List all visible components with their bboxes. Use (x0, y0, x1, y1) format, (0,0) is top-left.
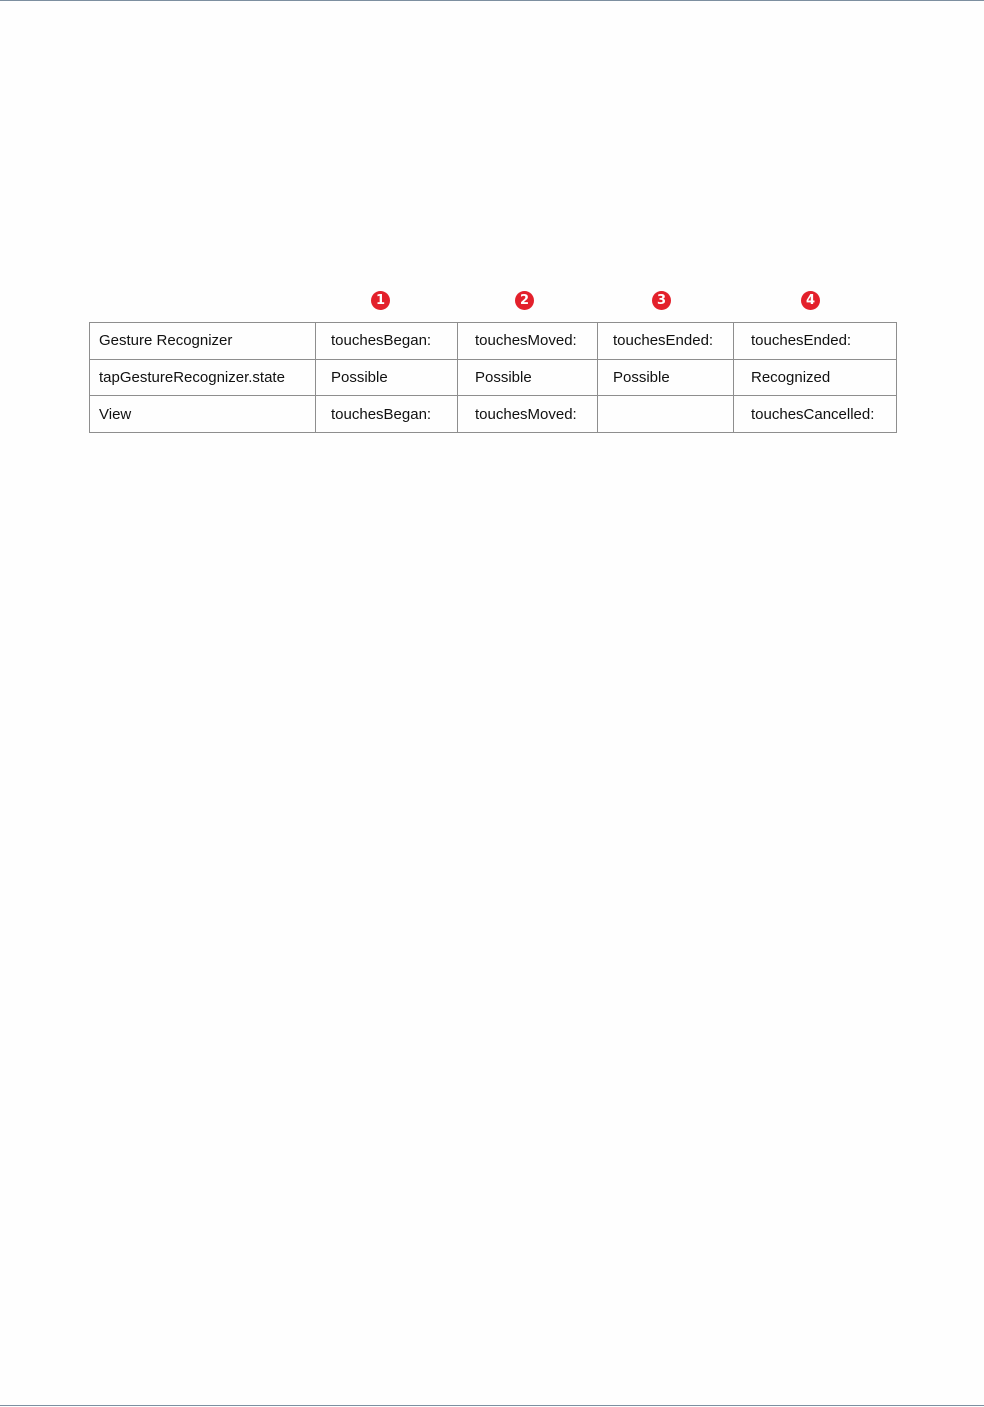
row-label: tapGestureRecognizer.state (90, 359, 316, 396)
table-cell: touchesBegan: (316, 396, 458, 433)
table-cell: touchesCancelled: (734, 396, 897, 433)
table-cell: Recognized (734, 359, 897, 396)
step-marker-1: 1 (371, 291, 390, 310)
row-label: Gesture Recognizer (90, 323, 316, 360)
table-cell (598, 396, 734, 433)
step-marker-3: 3 (652, 291, 671, 310)
table-cell: Possible (316, 359, 458, 396)
page-top-rule (0, 0, 984, 1)
table-cell: touchesMoved: (458, 323, 598, 360)
step-marker-4: 4 (801, 291, 820, 310)
table-cell: Possible (598, 359, 734, 396)
table-row-view (90, 396, 897, 433)
table-cell: touchesMoved: (458, 396, 598, 433)
table-row-recognizer-state (90, 359, 897, 396)
table-cell: touchesBegan: (316, 323, 458, 360)
step-marker-2: 2 (515, 291, 534, 310)
table-cell: touchesEnded: (734, 323, 897, 360)
table-row-gesture-recognizer (90, 323, 897, 360)
touch-events-table (89, 322, 897, 433)
page-bottom-rule (0, 1405, 984, 1406)
table-cell: touchesEnded: (598, 323, 734, 360)
row-label: View (90, 396, 316, 433)
table-cell: Possible (458, 359, 598, 396)
